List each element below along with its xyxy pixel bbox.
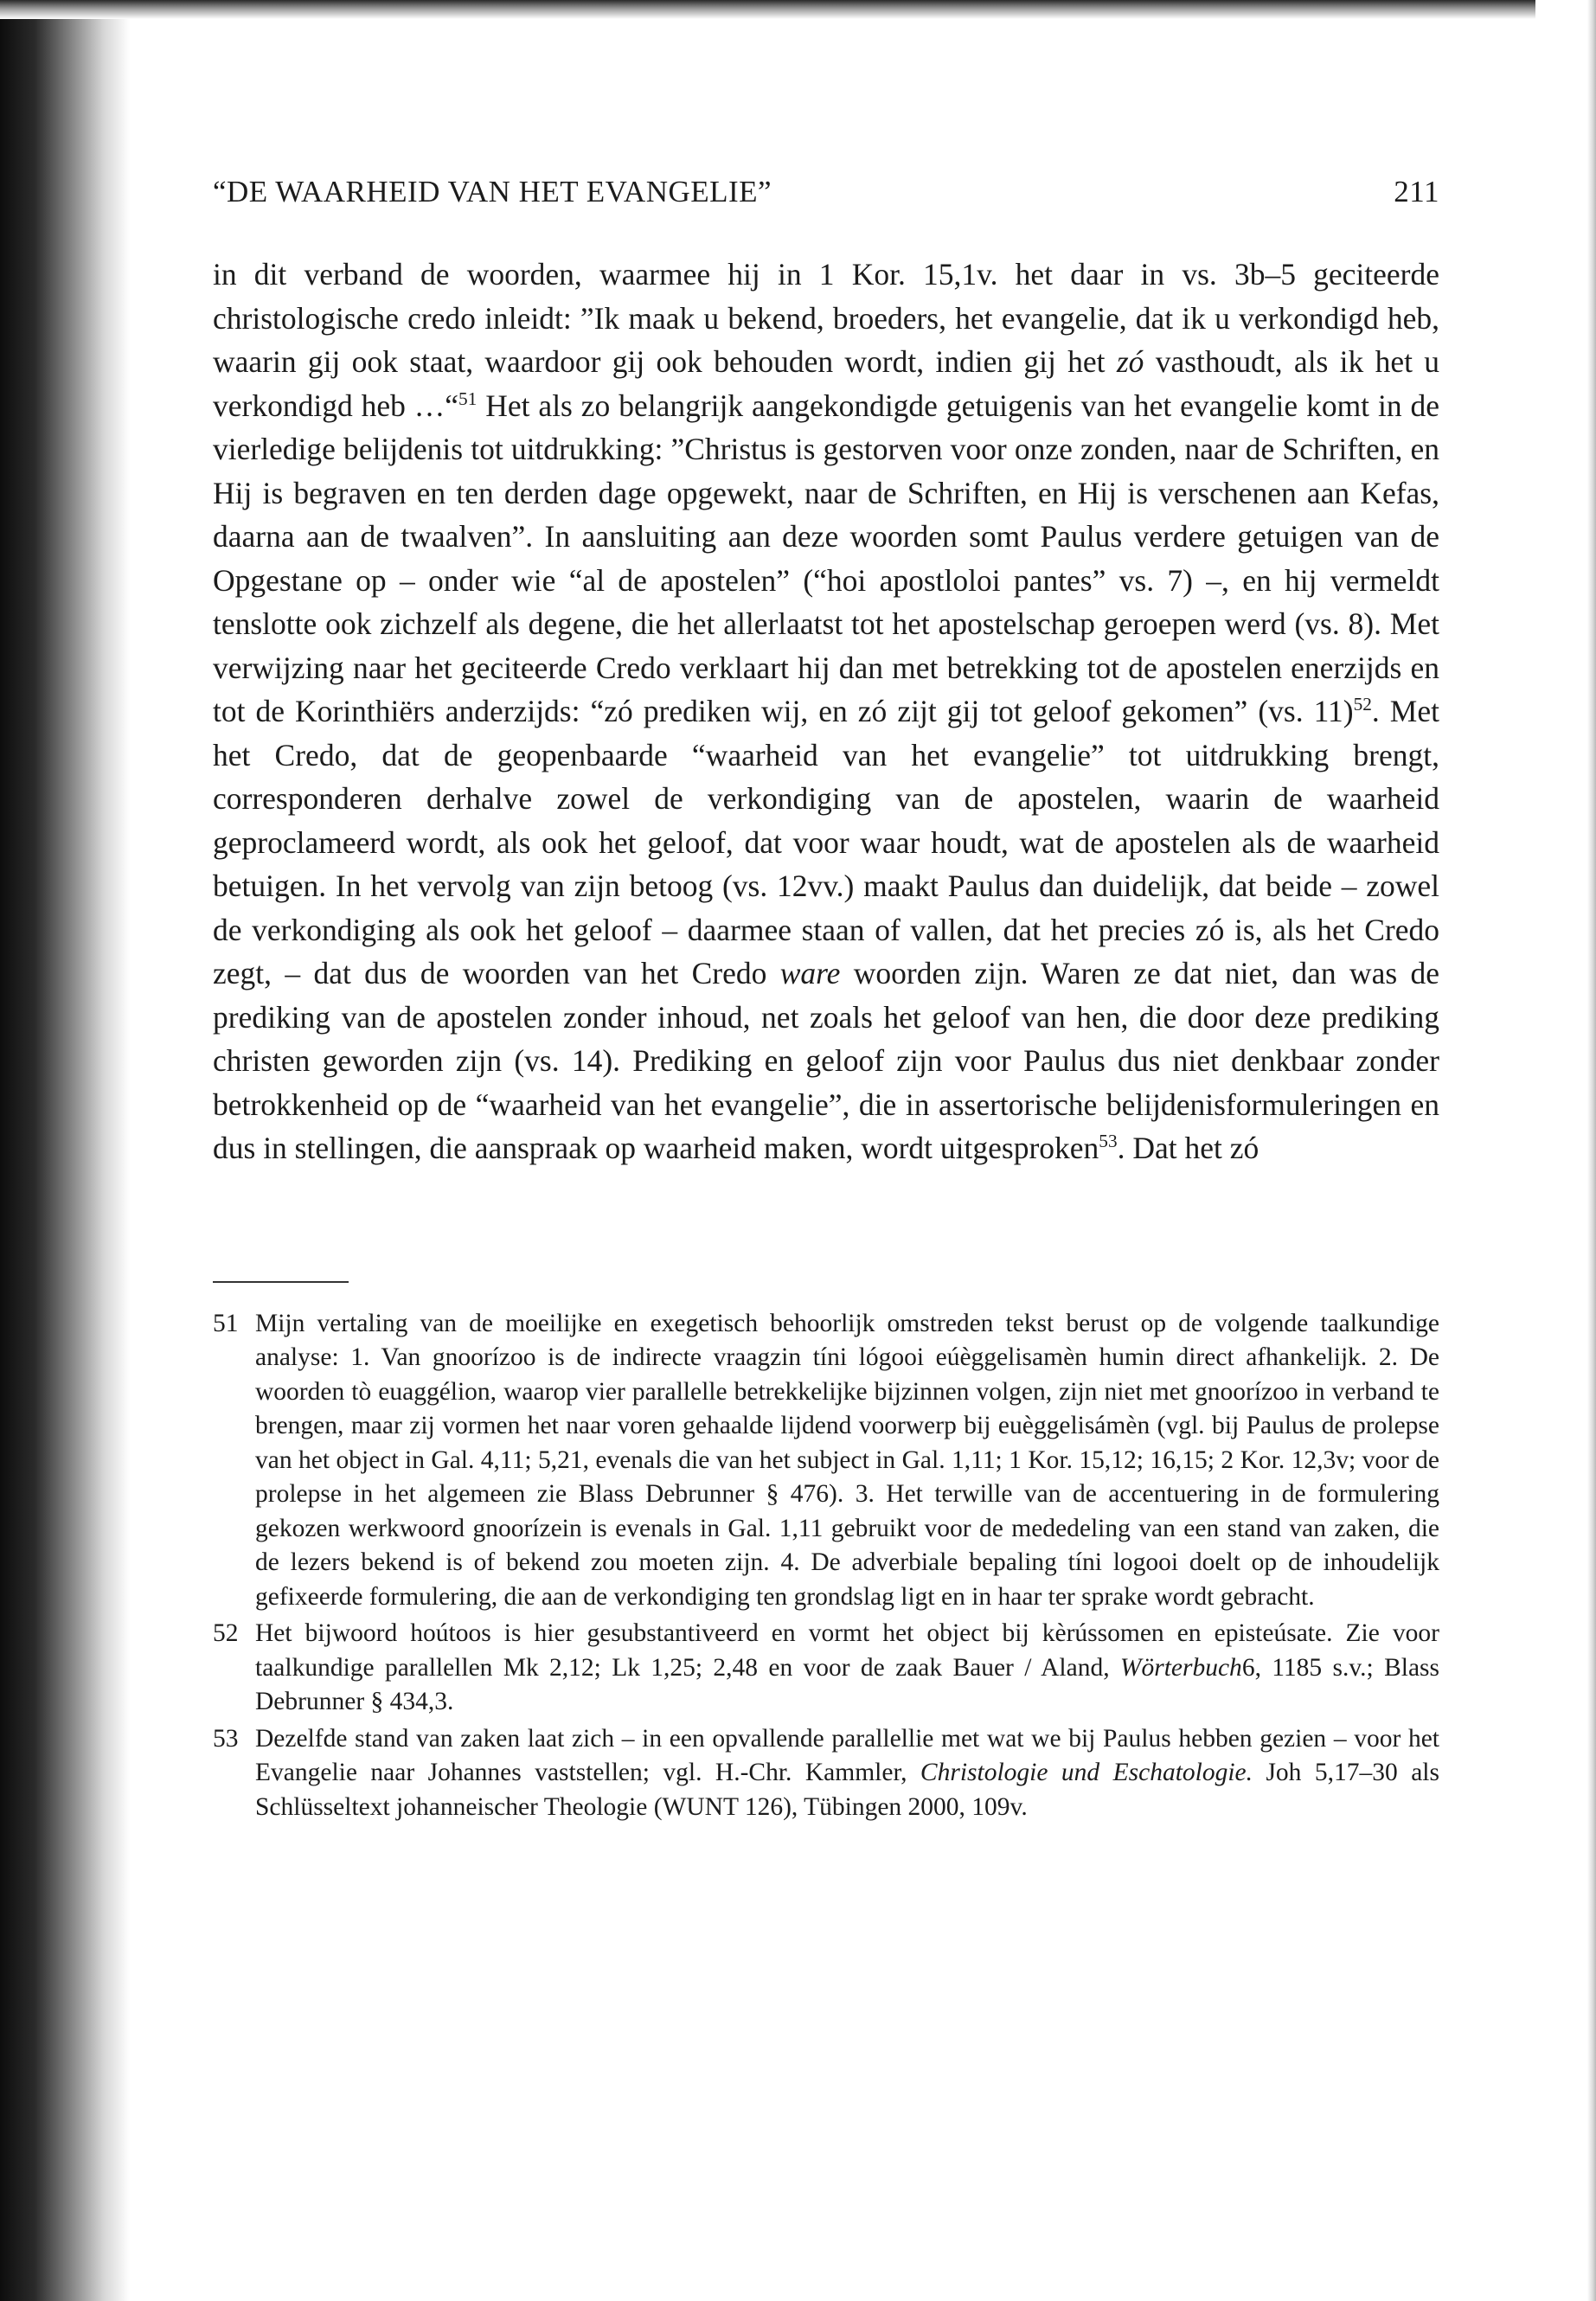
body-seg5: woorden zijn. Waren ze dat niet, dan was de prediking van de apostelen zonder inhoud, net zoals het geloof van hen, die door deze prediking christen geworden zijn (vs. 14). Prediking en geloof zijn voor Paulus dus niet denkbaar zonder betrokkenheid op de “waarheid van het evangelie”, die in assertorische belijdenisformuleringen en dus in stellingen, die aanspraak op waarheid maken, wordt uitgesproken [213, 956, 1439, 1165]
footnote-text: Mijn vertaling van de moeilijke en exegetisch behoorlijk omstreden tekst berust op de volgende taalkundige analyse: 1. Van gnoorízoo is de indirecte vraagzin tíni lógooi eúèggelisamèn humin direct afhankelijk. 2. De woorden tò euaggélion, waarop vier parallelle betrekkelijke bijzinnen volgen, zijn niet met gnoorízoo in verband te brengen, maar zij vormen het naar voren gehaalde lijdend voorwerp bij euèggelisámèn (vgl. bij Paulus de prolepse van het object in Gal. 4,11; 5,21, evenals die van het subject in Gal. 1,11; 1 Kor. 15,12; 16,15; 2 Kor. 12,3v; voor de prolepse in het algemeen zie Blass Debrunner § 476). 3. Het terwille van de accentuering in de formulering gekozen werkwoord gnoorízein is evenals in Gal. 1,11 gebruikt voor de mededeling van een stand van zaken, die de lezers bekend is of bekend zou moeten zijn. 4. De adverbiale bepaling tíni logooi doelt op de inhoudelijk gefixeerde formulering, die aan de verkondiging ten grondslag ligt en in haar ter sprake wordt gebracht. [255, 1309, 1439, 1611]
body-seg2: vasthoudt, als ik het u verkondigd heb …“ [213, 344, 1439, 423]
body-seg4: . Met het Credo, dat de geopenbaarde “waarheid van het evangelie” tot uitdrukking brengt, corresponderen derhalve zowel de verkondiging van de apostelen, waarin de waarheid geproclameerd wordt, als ook het geloof, dat voor waar houdt, wat de apostelen als de waarheid betuigen. In het vervolg van zijn betoog (vs. 12vv.) maakt Paulus dan duidelijk, dat beide – zowel de verkondiging als ook het geloof – daarmee staan of vallen, dat het precies zó is, als het Credo zegt, – dat dus de woorden van het Credo [213, 694, 1439, 990]
footnote-text [255, 1617, 1439, 1720]
footnote-italic-title: Christologie und Eschatologie. [920, 1759, 1253, 1786]
body-seg3: Het als zo belangrijk aangekondigde getuigenis van het evangelie komt in de vierledige belijdenis tot uitdrukking: ”Christus is gestorven voor onze zonden, naar de Schriften, en Hij is begraven en ten derden dage opgewekt, naar de Schriften, en Hij is verschenen aan Kefas, daarna aan de twaalven”. In aansluiting aan deze woorden somt Paulus verdere getuigen van de Opgestane op – onder wie “al de apostelen” (“hoi apostloloi pantes” vs. 7) –, en hij vermeldt tenslotte ook zichzelf als degene, die het allerlaatst tot het apostelschap geroepen werd (vs. 8). Met verwijzing naar het geciteerde Credo verklaart hij dan met betrekking tot de apostelen enerzijds en tot de Korinthiërs anderzijds: “zó prediken wij, en zó zijt gij tot geloof gekomen” (vs. 11) [213, 388, 1439, 728]
footnote-number: 52 [213, 1619, 239, 1647]
body-seg1: in dit verband de woorden, waarmee hij in 1 Kor. 15,1v. het daar in vs. 3b–5 geciteerde christologische credo inleidt: ”Ik maak u bekend, broeders, het evangelie, dat ik u verkondigd heb, waarin gij ook staat, waardoor gij ook behouden wordt, indien gij het [213, 257, 1439, 379]
footnote-text-part: Dezelfde stand van zaken laat zich – in een opvallende parallellie met wat we bij Paulus hebben gezien – voor het Evangelie naar Johannes vaststellen; vgl. H.-Chr. Kammler, [255, 1724, 1439, 1786]
scan-shadow-left [0, 0, 130, 2301]
footnote-ref-53[interactable]: 53 [1099, 1131, 1118, 1152]
footnote-text-part: 6, 1185 s.v.; Blass Debrunner § 434,3. [255, 1653, 1439, 1715]
footnote-53 [213, 1722, 1439, 1825]
body-emphasis-ware: ware [779, 956, 841, 990]
footnote-text-part: Het bijwoord hoútoos is hier gesubstantiveerd en vormt het object bij kèrússomen en episteúsate. Zie voor taalkundige parallellen Mk 2,12; Lk 1,25; 2,48 en voor de zaak Bauer / Aland, [255, 1619, 1439, 1682]
body-text [213, 253, 1439, 1170]
scan-shadow-right [1535, 0, 1596, 2301]
footnote-italic-title: Wörterbuch [1119, 1653, 1242, 1682]
footnote-51 [213, 1307, 1439, 1615]
footnote-ref-52[interactable]: 52 [1353, 694, 1372, 715]
footnote-number: 53 [213, 1724, 239, 1753]
scan-shadow-top [0, 0, 1596, 19]
footnote-52 [213, 1617, 1439, 1720]
running-head [213, 164, 1439, 216]
footnote-text [255, 1722, 1439, 1825]
footnotes [213, 1307, 1439, 1825]
footnote-separator [213, 1281, 349, 1283]
running-head-title: “DE WAARHEID VAN HET EVANGELIE” [213, 175, 772, 208]
footnote-number: 51 [213, 1309, 239, 1337]
body-emphasis-zo: zó [1116, 344, 1144, 379]
body-seg6: . Dat het zó [1117, 1131, 1259, 1165]
page-number: 211 [1394, 175, 1439, 208]
page [213, 164, 1439, 1827]
footnote-text-part: Joh 5,17–30 als Schlüsseltext johanneischer Theologie (WUNT 126), Tübingen 2000, 109v. [255, 1759, 1439, 1821]
body-paragraph [213, 253, 1439, 1170]
footnote-ref-51[interactable]: 51 [458, 388, 478, 409]
